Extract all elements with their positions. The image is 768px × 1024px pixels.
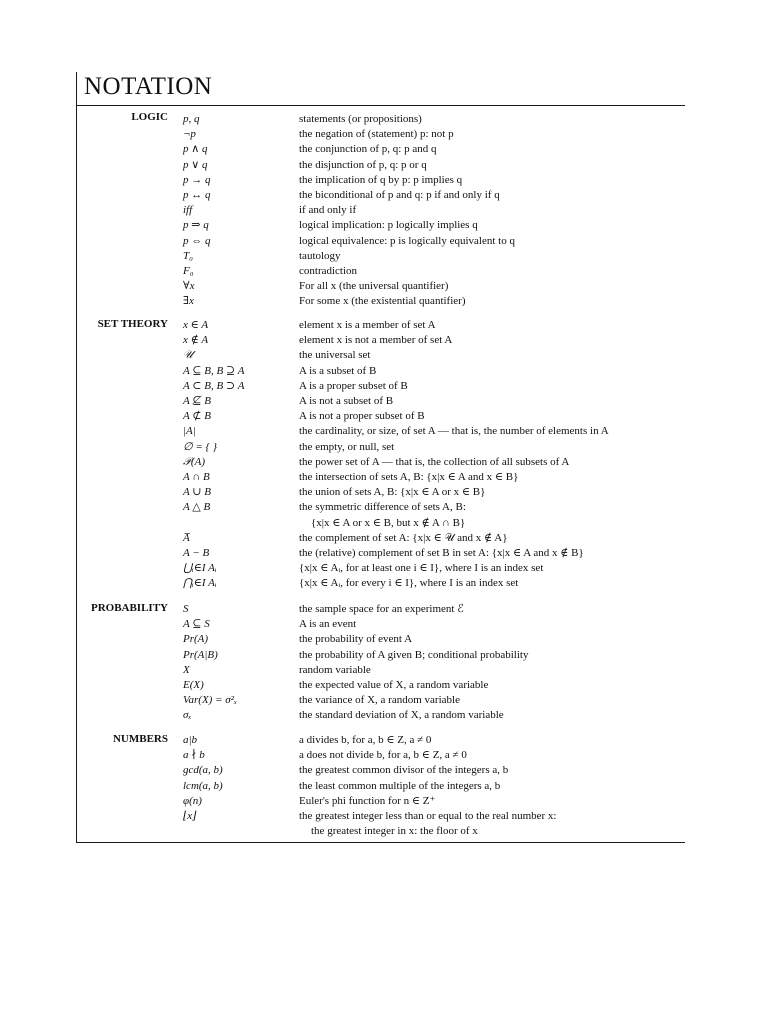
notation-symbol: p → q [183,173,211,186]
notation-symbol: ∅ = { } [183,440,218,453]
notation-description: the probability of A given B; conditional probability [299,648,529,661]
notation-description: the sample space for an experiment ℰ [299,603,464,615]
notation-description: the greatest integer in x: the floor of x [311,825,478,838]
notation-symbol: X [183,663,190,676]
notation-description: element x is not a member of set A [299,334,453,347]
notation-symbol: p ∨ q [183,158,208,171]
notation-description: the probability of event A [299,633,413,646]
notation-symbol: ⌊x⌋ [183,810,197,822]
notation-description: A is not a subset of B [299,395,394,407]
notation-symbol: x ∉ A [183,334,209,347]
notation-symbol: ⋂ᵢ∈I Aᵢ [183,577,217,590]
notation-symbol: a|b [183,734,198,746]
notation-symbol: ⋃ᵢ∈I Aᵢ [183,562,217,575]
notation-symbol: A ∩ B [183,471,210,483]
notation-symbol: gcd(a, b) [183,764,223,777]
notation-description: the (relative) complement of set B in set A: {x|x ∈ A and x ∉ B} [299,547,584,559]
notation-description: a divides b, for a, b ∈ Z, a ≠ 0 [299,734,432,746]
notation-symbol: E(X) [183,679,204,691]
notation-description: {x|x ∈ Aᵢ, for every i ∈ I}, where I is an index set [299,577,519,590]
notation-description: the greatest integer less than or equal to the real number x: [299,810,557,822]
notation-symbol: iff [183,204,193,217]
notation-symbol: A ∪ B [183,486,211,499]
notation-description: contradiction [299,265,358,277]
bottom-rule [76,842,685,843]
notation-description: For all x (the universal quantifier) [299,280,449,293]
notation-description: the power set of A — that is, the collection of all subsets of A [299,455,570,468]
left-margin-rule [76,72,77,843]
notation-description: A is not a proper subset of B [299,410,425,423]
notation-description: the union of sets A, B: {x|x ∈ A or x ∈ B} [299,486,486,499]
notation-symbol: A ⊄ B [183,410,211,423]
notation-description: if and only if [299,204,357,217]
notation-description: tautology [299,249,341,262]
notation-symbol: p, q [183,113,200,125]
notation-symbol: |A| [183,425,196,438]
notation-description: {x|x ∈ A or x ∈ B, but x ∉ A ∩ B} [311,516,466,529]
notation-description: the empty, or null, set [299,440,395,453]
notation-symbol: p ⇒ q [183,219,209,232]
notation-symbol: Var(X) = σ²ₓ [183,694,238,707]
notation-description: A is a proper subset of B [299,379,408,392]
notation-description: For some x (the existential quantifier) [299,295,466,308]
page-title: NOTATION [84,73,213,100]
notation-description: the cardinality, or size, of set A — that is, the number of elements in A [299,425,609,438]
notation-symbol: A ⊆ B, B ⊇ A [183,364,245,377]
notation-symbol: 𝒰 [183,349,193,362]
notation-symbol: ¬p [183,128,196,141]
notation-description: the disjunction of p, q: p or q [299,158,427,171]
notation-description: Euler's phi function for n ∈ Z⁺ [299,794,436,807]
notation-description: the biconditional of p and q: p if and only if q [299,189,500,201]
notation-symbol: A ⊆ S [183,618,210,631]
notation-symbol: S [183,603,189,615]
notation-description: logical equivalence: p is logically equivalent to q [299,234,515,247]
notation-description: the universal set [299,349,371,362]
notation-symbol: φ(n) [183,794,202,807]
notation-description: the negation of (statement) p: not p [299,128,454,141]
notation-description: the conjunction of p, q: p and q [299,143,437,156]
notation-description: random variable [299,663,371,676]
notation-description: the complement of set A: {x|x ∈ 𝒰 and x ∉ A} [299,531,508,544]
notation-description: A is a subset of B [299,364,377,377]
notation-symbol: A ⊂ B, B ⊃ A [183,379,245,392]
notation-description: logical implication: p logically implies q [299,219,478,232]
notation-symbol: a ∤ b [183,749,205,762]
notation-symbol: Pr(A) [183,633,209,646]
notation-description: the symmetric difference of sets A, B: [299,501,466,514]
notation-symbol: ∀x [183,280,195,293]
notation-description: the standard deviation of X, a random variable [299,709,504,722]
notation-description: the intersection of sets A, B: {x|x ∈ A and x ∈ B} [299,471,519,483]
notation-symbol: A ⊈ B [183,395,211,407]
notation-symbol: A △ B [183,501,211,514]
notation-symbol: T₀ [183,249,193,262]
section-label-set-theory: SET THEORY [97,318,168,330]
notation-symbol: A̅ [183,531,190,544]
notation-description: the least common multiple of the integers a, b [299,779,501,792]
notation-description: a does not divide b, for a, b ∈ Z, a ≠ 0 [299,749,467,762]
notation-description: the implication of q by p: p implies q [299,173,463,186]
notation-symbol: x ∈ A [183,319,209,331]
notation-symbol: F₀ [183,265,194,277]
notation-symbol: Pr(A|B) [183,648,218,661]
notation-description: {x|x ∈ Aᵢ, for at least one i ∈ I}, where I is an index set [299,562,544,575]
notation-symbol: A − B [183,547,210,559]
notation-description: element x is a member of set A [299,319,436,331]
notation-description: statements (or propositions) [299,113,422,125]
notation-description: the variance of X, a random variable [299,694,460,707]
section-label-logic: LOGIC [131,111,168,123]
notation-symbol: p ⇔ q [183,234,211,247]
notation-description: the expected value of X, a random variable [299,679,489,691]
section-label-probability: PROBABILITY [90,602,168,614]
notation-description: the greatest common divisor of the integers a, b [299,764,509,777]
notation-symbol: p ∧ q [183,143,208,156]
title-underline-rule [76,105,685,106]
notation-description: A is an event [299,618,357,631]
notation-symbol: lcm(a, b) [183,779,223,792]
notation-symbol: ∃x [183,295,194,308]
notation-symbol: σₓ [183,709,192,722]
notation-symbol: 𝒫(A) [183,455,205,468]
section-label-numbers: NUMBERS [112,733,168,745]
notation-symbol: p ↔ q [183,189,211,201]
